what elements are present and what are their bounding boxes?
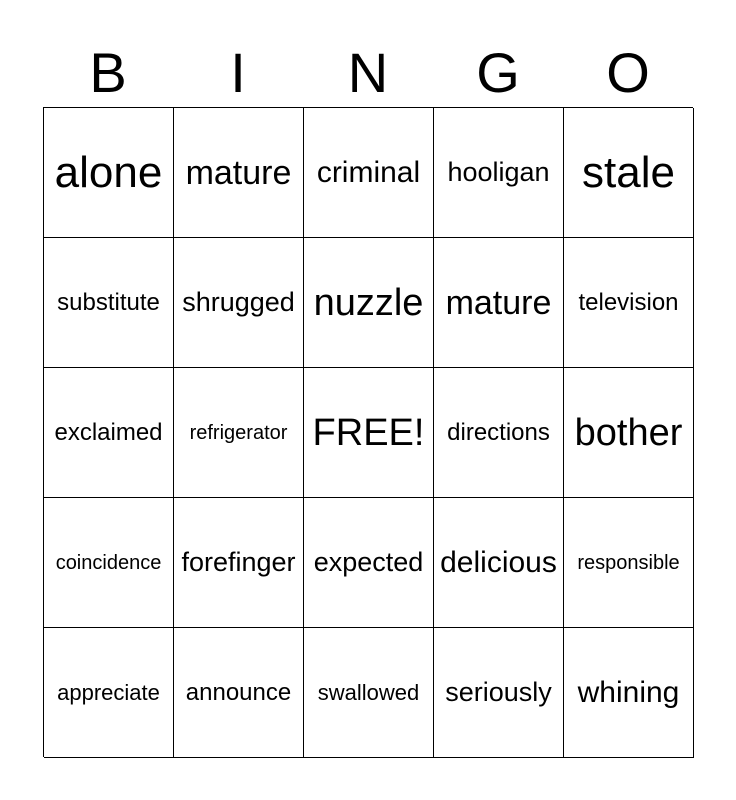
bingo-cell bbox=[304, 238, 434, 368]
bingo-header bbox=[43, 38, 693, 108]
bingo-cell bbox=[304, 498, 434, 628]
bingo-cell bbox=[304, 628, 434, 758]
bingo-cell bbox=[174, 238, 304, 368]
bingo-cell bbox=[174, 108, 304, 238]
bingo-cell bbox=[434, 628, 564, 758]
cell-word: whining bbox=[577, 675, 680, 709]
cell-word: mature bbox=[185, 153, 292, 192]
cell-word: expected bbox=[313, 547, 424, 577]
bingo-cell bbox=[564, 628, 694, 758]
bingo-cell bbox=[434, 498, 564, 628]
cell-word: forefinger bbox=[181, 547, 296, 577]
cell-word: refrigerator bbox=[189, 421, 288, 444]
cell-word: swallowed bbox=[317, 679, 420, 705]
bingo-cell bbox=[564, 498, 694, 628]
cell-word: shrugged bbox=[182, 287, 295, 317]
header-letter-n: N bbox=[347, 41, 389, 104]
bingo-cell bbox=[44, 368, 174, 498]
bingo-cell bbox=[304, 108, 434, 238]
cell-word: coincidence bbox=[55, 551, 162, 574]
cell-word: announce bbox=[185, 678, 292, 706]
cell-word: stale bbox=[582, 147, 675, 197]
header-letter-g: G bbox=[476, 41, 520, 104]
cell-word: mature bbox=[445, 283, 552, 322]
cell-word: seriously bbox=[445, 677, 552, 707]
bingo-cell bbox=[434, 108, 564, 238]
bingo-cell bbox=[434, 368, 564, 498]
header-letter-b: B bbox=[89, 41, 127, 104]
cell-word: appreciate bbox=[57, 679, 160, 705]
cell-word: hooligan bbox=[447, 157, 550, 187]
bingo-cell bbox=[564, 238, 694, 368]
bingo-card-grid bbox=[43, 107, 693, 757]
cell-word: alone bbox=[54, 147, 163, 197]
cell-word: exclaimed bbox=[54, 418, 163, 446]
cell-word: television bbox=[578, 288, 679, 316]
cell-word: responsible bbox=[577, 551, 680, 574]
cell-word: bother bbox=[574, 411, 683, 454]
free-space-cell bbox=[304, 368, 434, 498]
header-letter-o: O bbox=[606, 41, 650, 104]
cell-word: delicious bbox=[440, 545, 557, 579]
bingo-cell bbox=[564, 368, 694, 498]
bingo-cell bbox=[434, 238, 564, 368]
bingo-cell bbox=[174, 368, 304, 498]
bingo-cell bbox=[564, 108, 694, 238]
bingo-cell bbox=[174, 628, 304, 758]
free-space-label: FREE! bbox=[312, 411, 425, 454]
cell-word: nuzzle bbox=[313, 281, 424, 324]
bingo-cell bbox=[44, 238, 174, 368]
cell-word: criminal bbox=[316, 155, 421, 189]
cell-word: substitute bbox=[57, 288, 160, 316]
cell-word: directions bbox=[447, 418, 550, 446]
bingo-cell bbox=[44, 498, 174, 628]
bingo-cell bbox=[44, 108, 174, 238]
header-letter-i: I bbox=[230, 41, 246, 104]
bingo-cell bbox=[174, 498, 304, 628]
bingo-cell bbox=[44, 628, 174, 758]
